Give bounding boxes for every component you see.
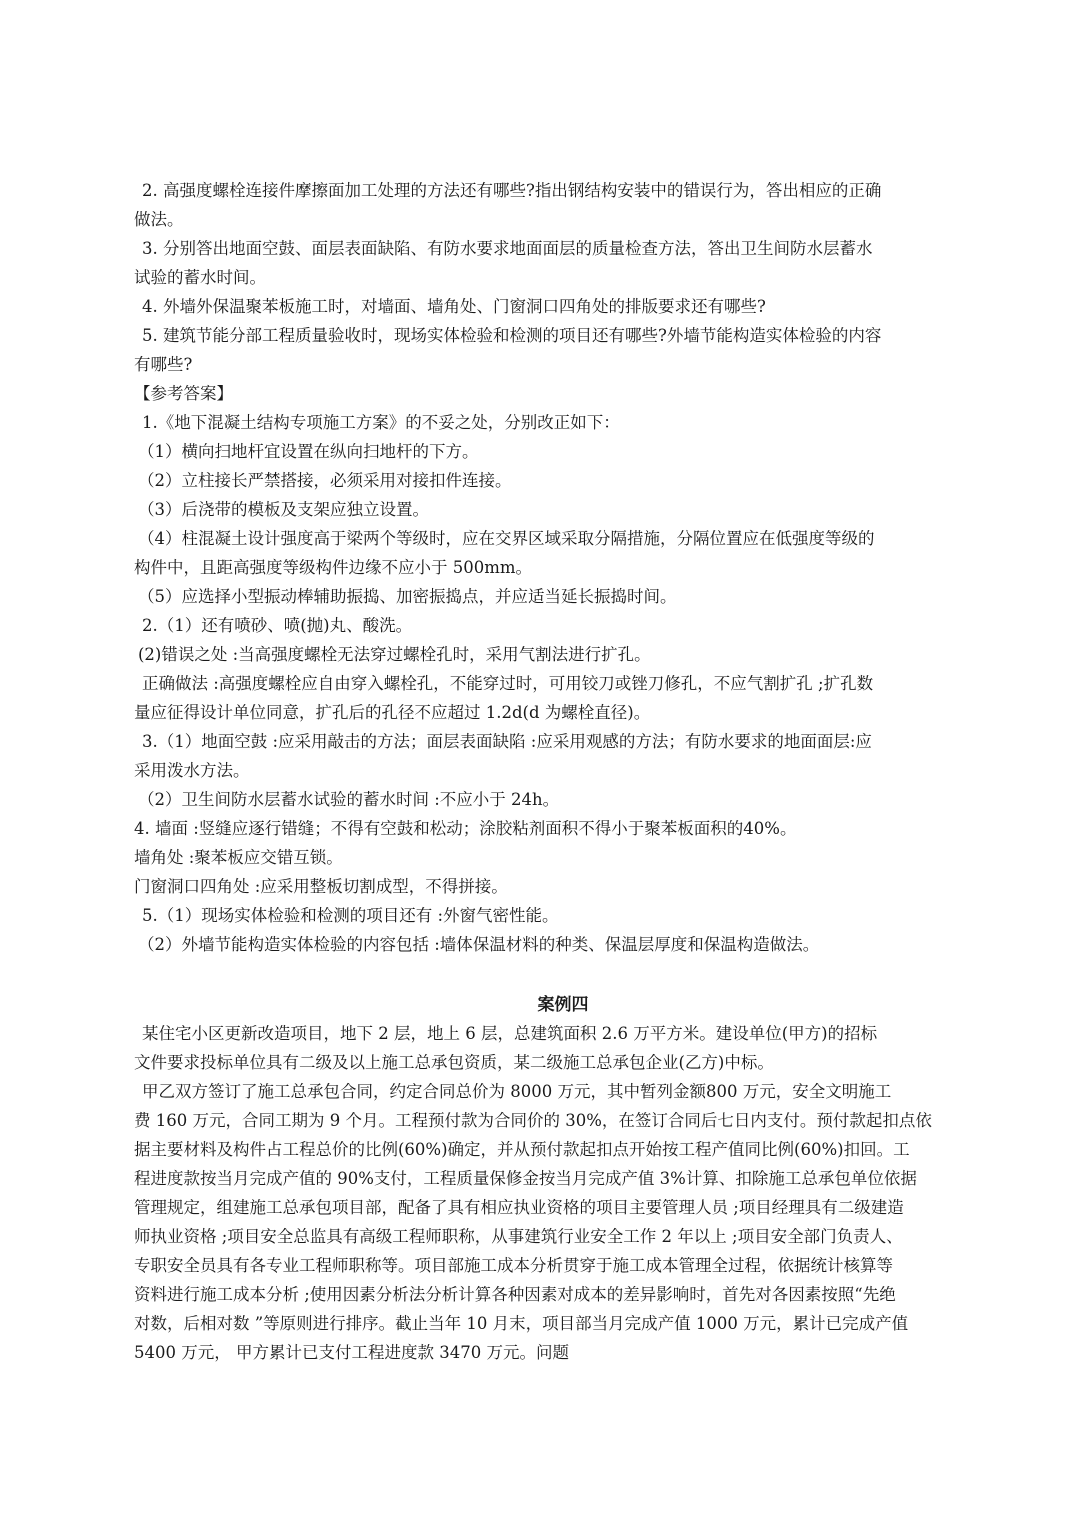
answer-2-item-2: (2)错误之处 :当高强度螺栓无法穿过螺栓孔时，采用气割法进行扩孔。 xyxy=(138,645,651,664)
answer-1-item-5: （5）应选择小型振动棒辅助振捣、加密振捣点，并应适当延长振捣时间。 xyxy=(138,587,677,606)
answer-2-item-1: 2.（1）还有喷砂、喷(抛)丸、酸洗。 xyxy=(142,616,413,635)
question-2-line-2: 做法。 xyxy=(134,210,184,229)
case-paragraph-2-line-1: 甲乙双方签订了施工总承包合同，约定合同总价为 8000 万元，其中暂列金额800 万元，安全文明施工 xyxy=(142,1082,892,1101)
question-2-line-1: 2. 高强度螺栓连接件摩擦面加工处理的方法还有哪些?指出钢结构安装中的错误行为，答出相应的正确 xyxy=(142,181,882,200)
answer-1-item-2: （2）立柱接长严禁搭接，必须采用对接扣件连接。 xyxy=(138,471,512,490)
answer-4-item-3: 门窗洞口四角处 :应采用整板切割成型，不得拼接。 xyxy=(134,877,508,896)
question-3-line-1: 3. 分别答出地面空鼓、面层表面缺陷、有防水要求地面面层的质量检查方法，答出卫生间防水层蓄水 xyxy=(142,239,873,258)
answer-2-item-3-line-1: 正确做法 :高强度螺栓应自由穿入螺栓孔，不能穿过时，可用铰刀或锉刀修孔，不应气割扩孔 ;扩孔数 xyxy=(142,674,874,693)
case-paragraph-2-line-2: 费 160 万元，合同工期为 9 个月。工程预付款为合同价的 30%，在签订合同后七日内支付。预付款起扣点依 xyxy=(134,1111,932,1130)
case-paragraph-1-line-1: 某住宅小区更新改造项目，地下 2 层，地上 6 层，总建筑面积 2.6 万平方米。建设单位(甲方)的招标 xyxy=(142,1024,878,1043)
answer-4-item-1: 4. 墙面 :竖缝应逐行错缝；不得有空鼓和松动；涂胶粘剂面积不得小于聚苯板面积的40%。 xyxy=(134,819,797,838)
answer-1-item-1: （1）横向扫地杆宜设置在纵向扫地杆的下方。 xyxy=(138,442,479,461)
case-paragraph-2-line-3: 据主要材料及构件占工程总价的比例(60%)确定，并从预付款起扣点开始按工程产值同比例(60%)扣回。工 xyxy=(134,1140,910,1159)
question-5-line-1: 5. 建筑节能分部工程质量验收时，现场实体检验和检测的项目还有哪些?外墙节能构造实体检验的内容 xyxy=(142,326,882,345)
case-paragraph-2-line-8: 资料进行施工成本分析 ;使用因素分析法分析计算各种因素对成本的差异影响时，首先对各因素按照“先绝 xyxy=(134,1285,896,1304)
answer-2-item-3-line-2: 量应征得设计单位同意，扩孔后的孔径不应超过 1.2d(d 为螺栓直径)。 xyxy=(134,703,651,722)
answer-3-item-2: （2）卫生间防水层蓄水试验的蓄水时间 :不应小于 24h。 xyxy=(138,790,560,809)
case-title xyxy=(134,959,982,1019)
answer-3-item-1-line-1: 3.（1）地面空鼓 :应采用敲击的方法；面层表面缺陷 :应采用观感的方法；有防水要求的地面面层:应 xyxy=(142,732,872,751)
case-paragraph-2-line-6: 师执业资格 ;项目安全总监具有高级工程师职称，从事建筑行业安全工作 2 年以上 ;项目安全部门负责人、 xyxy=(134,1227,903,1246)
document-page xyxy=(134,176,982,1367)
case-paragraph-1-line-2: 文件要求投标单位具有二级及以上施工总承包资质，某二级施工总承包企业(乙方)中标。 xyxy=(134,1053,774,1072)
case-paragraph-2-line-4: 程进度款按当月完成产值的 90%支付，工程质量保修金按当月完成产值 3%计算、扣除施工总承包单位依据 xyxy=(134,1169,917,1188)
case-title-text: 案例四 xyxy=(537,995,589,1015)
question-5-line-2: 有哪些? xyxy=(134,355,193,374)
case-paragraph-2-line-5: 管理规定，组建施工总承包项目部，配备了具有相应执业资格的项目主要管理人员 ;项目经理具有二级建造 xyxy=(134,1198,904,1217)
answer-1-item-4-line-2: 构件中，且距高强度等级构件边缘不应小于 500mm。 xyxy=(134,558,533,577)
answer-1-item-3: （3）后浇带的模板及支架应独立设置。 xyxy=(138,500,429,519)
case-paragraph-2-line-7: 专职安全员具有各专业工程师职称等。项目部施工成本分析贯穿于施工成本管理全过程，依据统计核算等 xyxy=(134,1256,893,1275)
answer-5-item-1: 5.（1）现场实体检验和检测的项目还有 :外窗气密性能。 xyxy=(142,906,559,925)
question-3-line-2: 试验的蓄水时间。 xyxy=(134,268,266,287)
answer-1-item-4-line-1: （4）柱混凝土设计强度高于梁两个等级时，应在交界区域采取分隔措施，分隔位置应在低强度等级的 xyxy=(138,529,875,548)
question-4: 4. 外墙外保温聚苯板施工时，对墙面、墙角处、门窗洞口四角处的排版要求还有哪些? xyxy=(142,297,766,316)
answer-heading: 【参考答案】 xyxy=(134,384,233,403)
answer-5-item-2: （2）外墙节能构造实体检验的内容包括 :墙体保温材料的种类、保温层厚度和保温构造做法。 xyxy=(138,935,820,954)
answer-3-item-1-line-2: 采用泼水方法。 xyxy=(134,761,250,780)
case-paragraph-2-line-10: 5400 万元， 甲方累计已支付工程进度款 3470 万元。问题 xyxy=(134,1343,569,1362)
case-paragraph-2-line-9: 对数，后相对数 ”等原则进行排序。截止当年 10 月末，项目部当月完成产值 1000 万元，累计已完成产值 xyxy=(134,1314,909,1333)
answer-1: 1.《地下混凝土结构专项施工方案》的不妥之处，分别改正如下： xyxy=(142,413,620,432)
answer-4-item-2: 墙角处 :聚苯板应交错互锁。 xyxy=(134,848,343,867)
